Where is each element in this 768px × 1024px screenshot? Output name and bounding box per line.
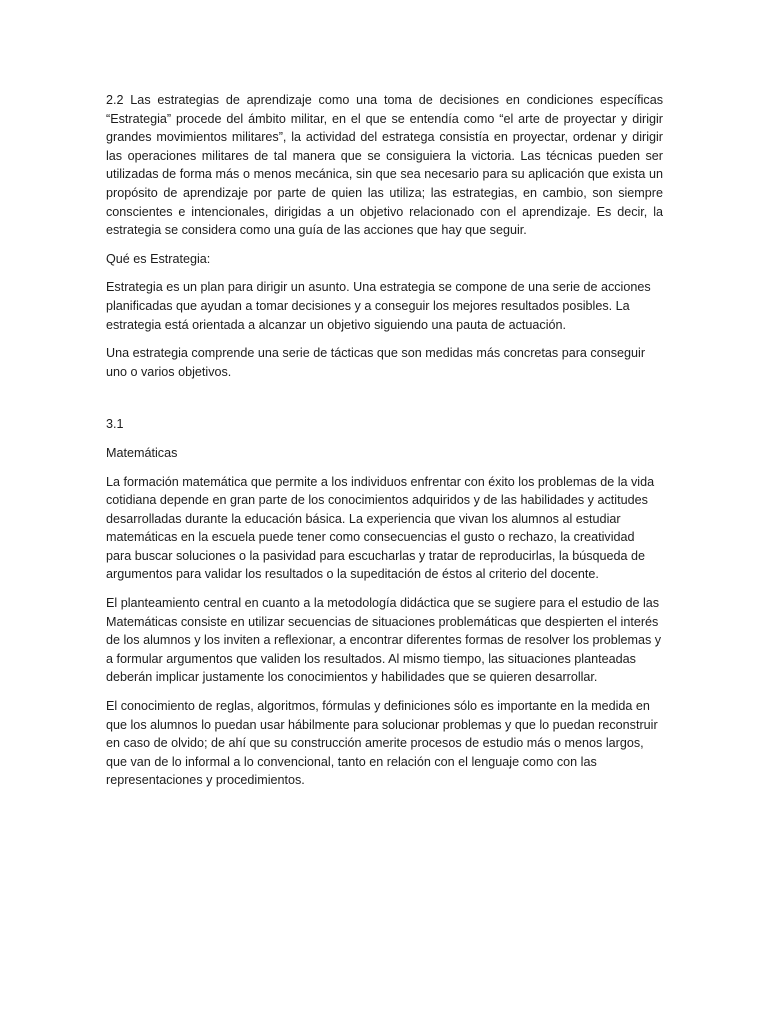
math-paragraph-1: La formación matemática que permite a los individuos enfrentar con éxito los problemas de la vida cotidiana depende en gran parte de los conocimientos adquiridos y de las habilidades y actitudes desarrolladas durante la educación básica. La experiencia que vivan los alumnos al estudiar matemáticas en la escuela puede tener como consecuencias el gusto o rechazo, la creatividad para buscar soluciones o la pasividad para escucharlas y tratar de reproducirlas, la búsqueda de argumentos para validar los resultados o la supeditación de éstos al criterio del docente. — [106, 474, 655, 582]
math-paragraph-2: El planteamiento central en cuanto a la metodología didáctica que se sugiere para el estudio de las Matemáticas consiste en utilizar secuencias de situaciones problemáticas que despierten el interés de los alumnos y los inviten a reflexionar, a encontrar diferentes formas de resolver los problemas y a formular argumentos que validen los resultados. Al mismo tiempo, las situaciones planteadas deberán implicar justamente los conocimientos y habilidades que se quieren desarrollar. — [106, 596, 662, 685]
question-heading: Qué es Estrategia: — [106, 251, 211, 266]
definition-paragraph: Estrategia es un plan para dirigir un asunto. Una estrategia se compone de una serie de acciones planificadas que ayudan a tomar decisiones y a conseguir los mejores resultados posibles. La estrategia está orientada a alcanzar un objetivo siguiendo una pauta de actuación. — [106, 280, 651, 332]
document-body — [106, 91, 663, 800]
section-number: 3.1 — [106, 417, 124, 432]
section-title: Matemáticas — [106, 445, 178, 460]
blank-line — [106, 391, 663, 415]
math-paragraph-3: El conocimiento de reglas, algoritmos, fórmulas y definiciones sólo es importante en la medida en que los alumnos lo puedan usar hábilmente para solucionar problemas y que lo puedan reconstruir en caso de olvido; de ahí que su construcción amerite procesos de estudio más o menos largos, que van de lo informal a lo convencional, tanto en relación con el lenguaje como con las representaciones y procedimientos. — [106, 699, 658, 788]
intro-paragraph: 2.2 Las estrategias de aprendizaje como una toma de decisiones en condiciones específicas “Estrategia” procede del ámbito militar, en el que se entendía como “el arte de proyectar y dirigir grandes movimientos militares”, la actividad del estratega consistía en proyectar, ordenar y dirigir las operaciones militares de tal manera que se consiguiera la victoria. Las técnicas pueden ser utilizadas de forma más o menos mecánica, sin que sea necesario para su aplicación que exista un propósito de aprendizaje por parte de quien las utiliza; las estrategias, en cambio, son siempre conscientes e intencionales, dirigidas a un objetivo relacionado con el aprendizaje. Es decir, la estrategia se considera como una guía de las acciones que hay que seguir. — [106, 93, 663, 238]
tactics-paragraph: Una estrategia comprende una serie de tácticas que son medidas más concretas para conseguir uno o varios objetivos. — [106, 346, 646, 379]
